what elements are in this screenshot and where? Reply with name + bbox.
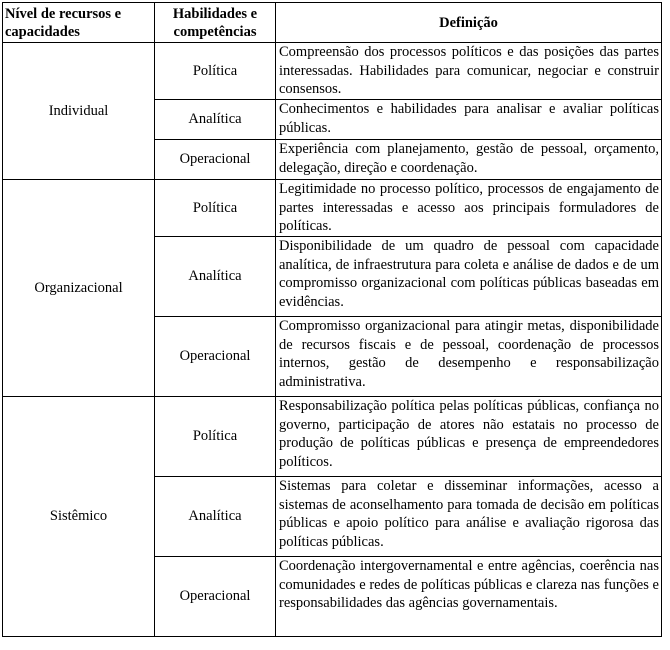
table-row [3,397,662,477]
level-cell-organizacional: Organizacional [3,180,155,397]
skill-cell: Política [155,43,276,100]
definition-cell: Sistemas para coletar e disseminar informações, acesso a sistemas de aconselhamento para tomada de decisão em políticas públicas e apoio político para análise e avaliação rigorosa das políticas públicas. [276,477,662,557]
skill-cell: Operacional [155,557,276,637]
skill-cell: Operacional [155,140,276,180]
skill-cell: Analítica [155,237,276,317]
definition-cell: Coordenação intergovernamental e entre agências, coerência nas comunidades e redes de políticas públicas e clareza nas funções e responsabilidades das agências governamentais. [276,557,662,637]
header-level: Nível de recursos e capacidades [3,3,155,43]
skill-cell: Analítica [155,477,276,557]
capacities-table [2,2,662,637]
header-definition: Definição [276,3,662,43]
skill-cell: Política [155,397,276,477]
definition-cell: Experiência com planejamento, gestão de pessoal, orçamento, delegação, direção e coordenação. [276,140,662,180]
level-cell-individual: Individual [3,43,155,180]
skill-cell: Analítica [155,100,276,140]
table-row [3,43,662,100]
definition-cell: Responsabilização política pelas políticas públicas, confiança no governo, participação de atores não estatais no processo de produção de políticas públicas e presença de empreendedores políticos. [276,397,662,477]
skill-cell: Política [155,180,276,237]
table-row [3,180,662,237]
definition-cell: Compromisso organizacional para atingir metas, disponibilidade de recursos fiscais e de pessoal, coordenação de processos internos, gestão de desempenho e responsabilização administrativa. [276,317,662,397]
skill-cell: Operacional [155,317,276,397]
definition-cell: Compreensão dos processos políticos e das posições das partes interessadas. Habilidades para comunicar, negociar e construir consensos. [276,43,662,100]
level-cell-sistemico: Sistêmico [3,397,155,637]
table-body [3,43,662,637]
definition-cell: Legitimidade no processo político, processos de engajamento de partes interessadas e acesso aos principais formuladores de políticas. [276,180,662,237]
header-row [3,3,662,43]
definition-cell: Disponibilidade de um quadro de pessoal com capacidade analítica, de infraestrutura para coleta e análise de dados e de um compromisso organizacional com políticas públicas baseadas em evidências. [276,237,662,317]
definition-cell: Conhecimentos e habilidades para analisar e avaliar políticas públicas. [276,100,662,140]
header-skills: Habilidades e competências [155,3,276,43]
